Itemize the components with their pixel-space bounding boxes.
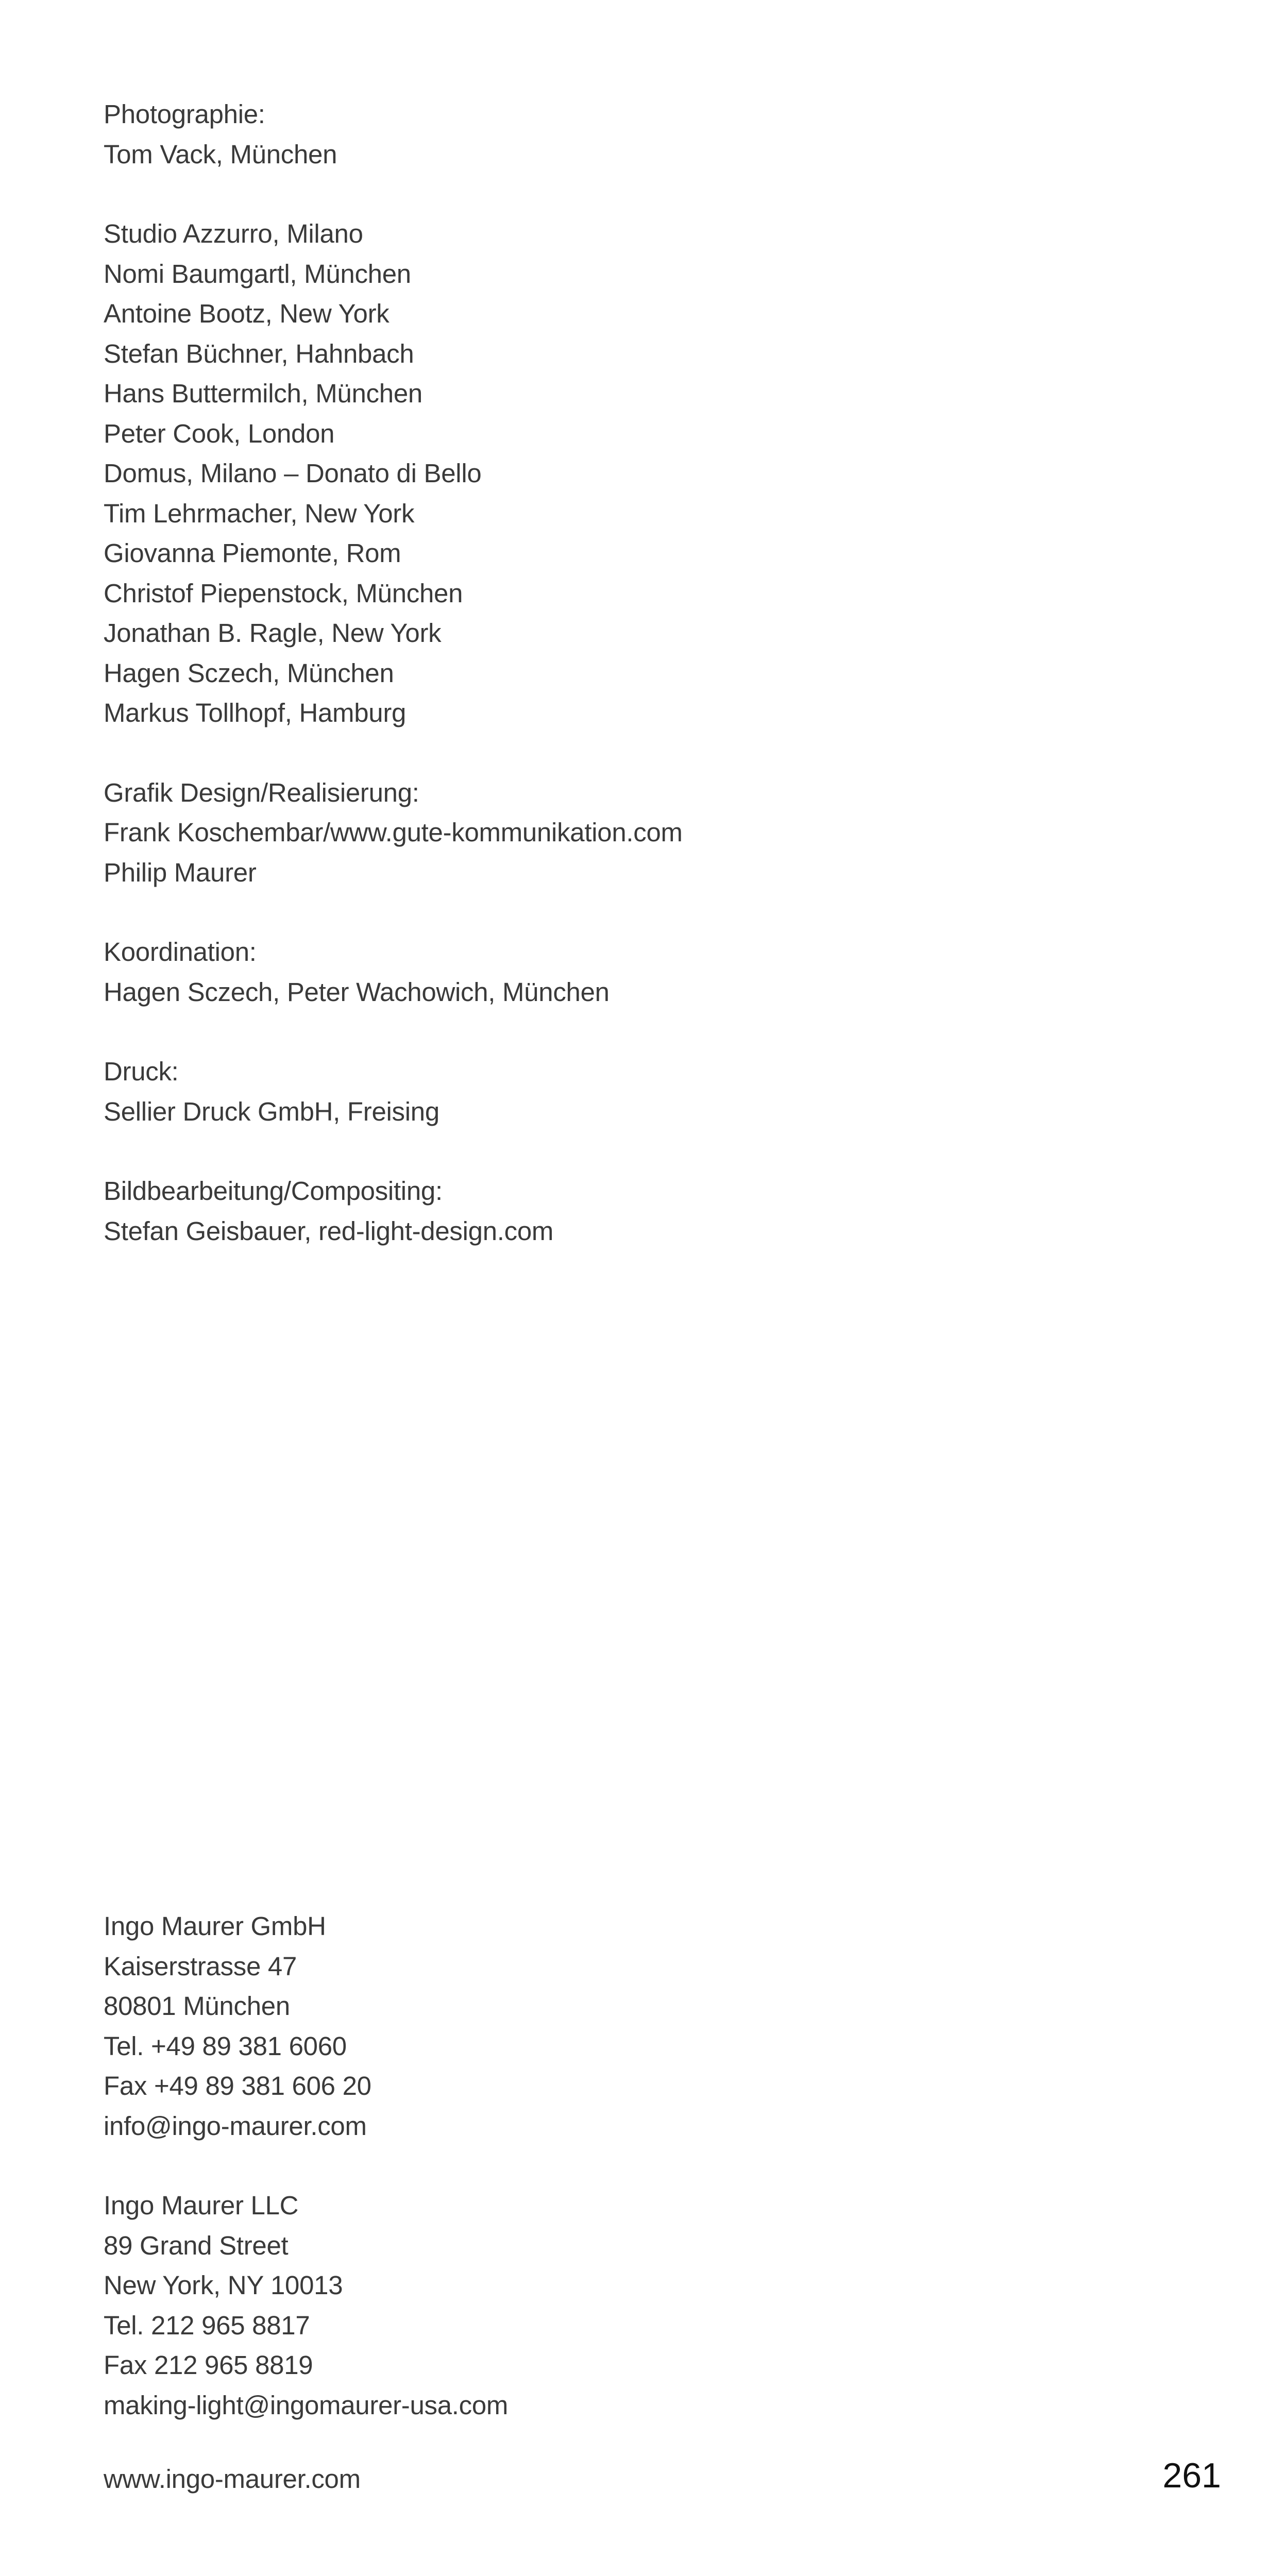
city-address: New York, NY 10013 bbox=[104, 2270, 343, 2300]
image-editing-heading: Bildbearbeitung/Compositing: bbox=[104, 1176, 443, 1206]
graphic-design-heading: Grafik Design/Realisierung: bbox=[104, 777, 419, 807]
image-editing-name: Stefan Geisbauer, red-light-design.com bbox=[104, 1216, 554, 1246]
printing-credit bbox=[104, 1052, 1134, 1131]
coordination-name: Hagen Sczech, Peter Wachowich, München bbox=[104, 977, 609, 1007]
contact-germany bbox=[104, 1906, 1134, 2146]
graphic-design-credit bbox=[104, 773, 1134, 893]
email-address: making-light@ingomaurer-usa.com bbox=[104, 2390, 509, 2420]
photographer-item: Christof Piepenstock, München bbox=[104, 578, 463, 608]
credits-section bbox=[104, 94, 1134, 1291]
contacts-section bbox=[104, 1906, 1134, 2465]
photographer-item: Hagen Sczech, München bbox=[104, 658, 394, 688]
contact-usa bbox=[104, 2185, 1134, 2425]
fax-number: Fax +49 89 381 606 20 bbox=[104, 2071, 371, 2100]
graphic-design-name: Frank Koschembar/www.gute-kommunikation.com bbox=[104, 818, 683, 847]
page-number: 261 bbox=[1162, 2456, 1221, 2495]
photography-name: Tom Vack, München bbox=[104, 139, 337, 169]
street-address: 89 Grand Street bbox=[104, 2230, 289, 2260]
photographer-item: Giovanna Piemonte, Rom bbox=[104, 538, 401, 568]
footer-website: www.ingo-maurer.com bbox=[104, 2464, 361, 2494]
coordination-heading: Koordination: bbox=[104, 937, 257, 967]
photographers-list bbox=[104, 214, 1134, 733]
company-name: Ingo Maurer GmbH bbox=[104, 1911, 326, 1941]
image-editing-credit bbox=[104, 1171, 1134, 1251]
printing-name: Sellier Druck GmbH, Freising bbox=[104, 1096, 439, 1126]
photographer-item: Markus Tollhopf, Hamburg bbox=[104, 698, 407, 727]
photographer-item: Antoine Bootz, New York bbox=[104, 299, 390, 328]
graphic-design-name: Philip Maurer bbox=[104, 857, 257, 887]
city-address: 80801 München bbox=[104, 1991, 290, 2021]
phone-number: Tel. +49 89 381 6060 bbox=[104, 2031, 347, 2061]
photographer-item: Peter Cook, London bbox=[104, 418, 335, 448]
phone-number: Tel. 212 965 8817 bbox=[104, 2310, 310, 2340]
photographer-item: Nomi Baumgartl, München bbox=[104, 259, 411, 289]
photographer-item: Stefan Büchner, Hahnbach bbox=[104, 338, 414, 368]
printing-heading: Druck: bbox=[104, 1057, 179, 1086]
company-name: Ingo Maurer LLC bbox=[104, 2191, 299, 2220]
photographer-item: Domus, Milano – Donato di Bello bbox=[104, 459, 482, 488]
photographer-item: Hans Buttermilch, München bbox=[104, 379, 422, 408]
photographer-item: Studio Azzurro, Milano bbox=[104, 219, 363, 248]
email-address: info@ingo-maurer.com bbox=[104, 2111, 367, 2141]
street-address: Kaiserstrasse 47 bbox=[104, 1951, 297, 1981]
coordination-credit bbox=[104, 932, 1134, 1012]
photographer-item: Tim Lehrmacher, New York bbox=[104, 498, 415, 528]
photography-heading: Photographie: bbox=[104, 99, 265, 129]
fax-number: Fax 212 965 8819 bbox=[104, 2350, 313, 2380]
photographer-item: Jonathan B. Ragle, New York bbox=[104, 618, 442, 648]
photography-credit bbox=[104, 94, 1134, 174]
